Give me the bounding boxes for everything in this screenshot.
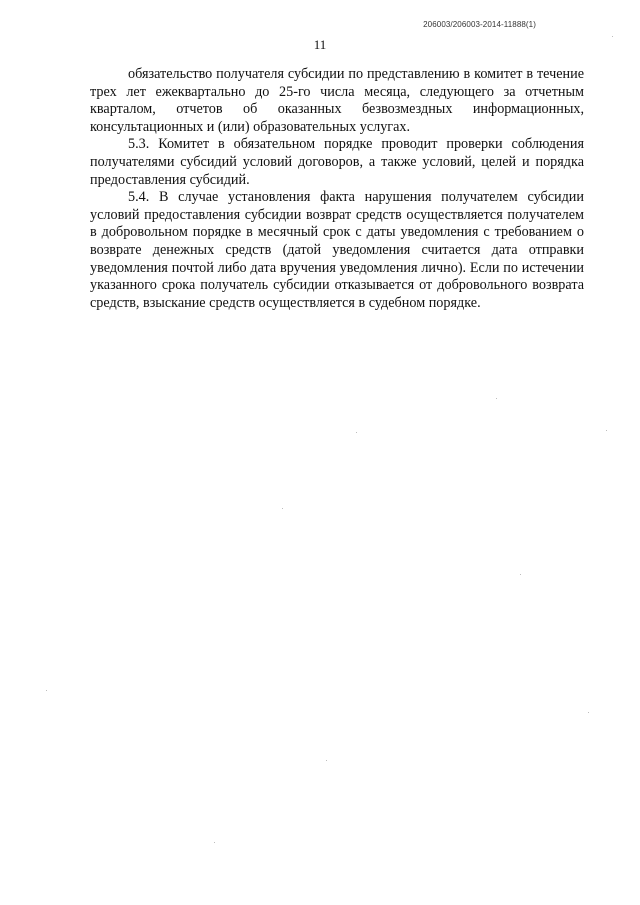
scan-speck	[282, 508, 283, 509]
document-code: 206003/206003-2014-11888(1)	[423, 20, 536, 29]
scan-speck	[356, 432, 357, 433]
scan-speck	[520, 574, 521, 575]
scan-speck	[588, 712, 589, 713]
scan-speck	[46, 690, 47, 691]
document-body	[90, 66, 584, 312]
scan-speck	[326, 760, 327, 761]
scan-speck	[214, 842, 215, 843]
scan-speck	[612, 36, 613, 37]
paragraph-continuation: обязательство получателя субсидии по представлению в комитет в течение трех лет ежеквартально до 25-го числа месяца, следующего за отчетным кварталом, отчетов об оказанных безвозмездных информационных, консультационных и (или) образовательных услугах.	[90, 66, 584, 135]
scan-speck	[496, 398, 497, 399]
paragraph-5-4: 5.4. В случае установления факта нарушения получателем субсидии условий предоставления субсидии возврат средств осуществляется получателем в добровольном порядке в месячный срок с даты уведомления с требованием о возврате денежных средств (датой уведомления считается дата отправки уведомления почтой либо дата вручения уведомления лично). Если по истечении указанного срока получатель субсидии отказывается от добровольного возврата средств, взыскание средств осуществляется в судебном порядке.	[90, 189, 584, 311]
page-number: 11	[313, 37, 327, 52]
scan-speck	[606, 430, 607, 431]
paragraph-5-3: 5.3. Комитет в обязательном порядке проводит проверки соблюдения получателями субсидий условий договоров, а также условий, целей и порядка предоставления субсидий.	[90, 136, 584, 188]
